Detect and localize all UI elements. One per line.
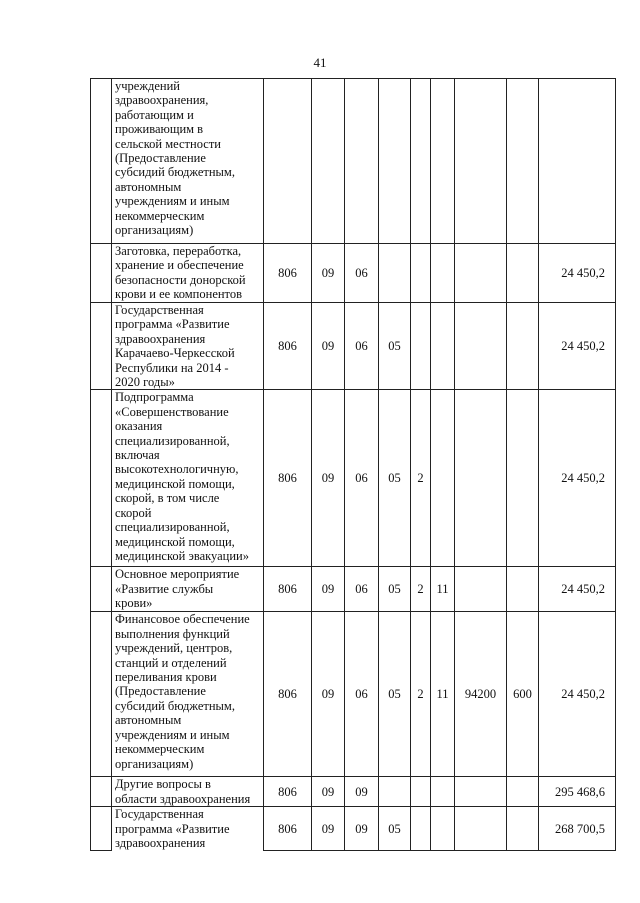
expense-direction-code-cell: 94200 — [455, 612, 507, 777]
amount-cell: 24 450,2 — [539, 612, 616, 777]
row-index-cell — [91, 390, 112, 567]
main-activity-code-cell — [431, 244, 455, 303]
subsection-code-cell: 06 — [345, 567, 379, 612]
amount-cell: 295 468,6 — [539, 777, 616, 807]
main-activity-code-cell — [431, 390, 455, 567]
ministry-code-cell: 806 — [264, 303, 312, 390]
subprogram-code-cell: 2 — [411, 390, 431, 567]
row-index-cell — [91, 79, 112, 244]
main-activity-code-cell — [431, 303, 455, 390]
subprogram-code-cell — [411, 777, 431, 807]
program-code-cell — [379, 79, 411, 244]
ministry-code-cell: 806 — [264, 807, 312, 851]
ministry-code-cell: 806 — [264, 390, 312, 567]
amount-cell: 24 450,2 — [539, 567, 616, 612]
expense-direction-code-cell — [455, 244, 507, 303]
section-code-cell — [312, 79, 345, 244]
section-code-cell: 09 — [312, 807, 345, 851]
program-code-cell: 05 — [379, 390, 411, 567]
table-row — [91, 79, 616, 244]
amount-cell — [539, 79, 616, 244]
expense-type-code-cell — [507, 807, 539, 851]
section-code-cell: 09 — [312, 777, 345, 807]
expense-type-code-cell — [507, 777, 539, 807]
program-code-cell — [379, 244, 411, 303]
program-code-cell: 05 — [379, 567, 411, 612]
table-row — [91, 777, 616, 807]
budget-table — [90, 78, 616, 851]
subsection-code-cell — [345, 79, 379, 244]
item-name-cell: Основное мероприятие «Развитие службы крови» — [112, 567, 264, 612]
ministry-code-cell — [264, 79, 312, 244]
item-name-cell: Другие вопросы в области здравоохранения — [112, 777, 264, 807]
main-activity-code-cell: 11 — [431, 612, 455, 777]
expense-direction-code-cell — [455, 303, 507, 390]
amount-cell: 24 450,2 — [539, 244, 616, 303]
amount-cell: 24 450,2 — [539, 390, 616, 567]
subprogram-code-cell — [411, 79, 431, 244]
subsection-code-cell: 09 — [345, 777, 379, 807]
expense-type-code-cell — [507, 390, 539, 567]
section-code-cell: 09 — [312, 567, 345, 612]
subprogram-code-cell — [411, 303, 431, 390]
item-name-cell: Финансовое обеспечение выполнения функций учреждений, центров, станций и отделений переливания крови (Предоставление субсидий бюджетным, автономным учреждениям и иным некоммерческим организациям) — [112, 612, 264, 777]
section-code-cell: 09 — [312, 612, 345, 777]
expense-type-code-cell — [507, 567, 539, 612]
row-index-cell — [91, 612, 112, 777]
amount-cell: 268 700,5 — [539, 807, 616, 851]
ministry-code-cell: 806 — [264, 612, 312, 777]
expense-type-code-cell — [507, 244, 539, 303]
expense-direction-code-cell — [455, 777, 507, 807]
item-name-cell: Подпрограмма «Совершенствование оказания специализированной, включая высокотехнологичную, медицинской помощи, скорой, в том числе скорой специализированной, медицинской помощи, медицинской эвакуации» — [112, 390, 264, 567]
subprogram-code-cell — [411, 807, 431, 851]
table-row — [91, 567, 616, 612]
subsection-code-cell: 06 — [345, 612, 379, 777]
table-row — [91, 303, 616, 390]
ministry-code-cell: 806 — [264, 567, 312, 612]
main-activity-code-cell: 11 — [431, 567, 455, 612]
table-row — [91, 244, 616, 303]
item-name-cell: учреждений здравоохранения, работающим и проживающим в сельской местности (Предоставление субсидий бюджетным, автономным учреждениям и иным некоммерческим организациям) — [112, 79, 264, 244]
row-index-cell — [91, 244, 112, 303]
section-code-cell: 09 — [312, 390, 345, 567]
section-code-cell: 09 — [312, 244, 345, 303]
row-index-cell — [91, 777, 112, 807]
row-index-cell — [91, 807, 112, 851]
row-index-cell — [91, 567, 112, 612]
program-code-cell: 05 — [379, 807, 411, 851]
ministry-code-cell: 806 — [264, 244, 312, 303]
main-activity-code-cell — [431, 777, 455, 807]
expense-direction-code-cell — [455, 390, 507, 567]
row-index-cell — [91, 303, 112, 390]
expense-direction-code-cell — [455, 79, 507, 244]
main-activity-code-cell — [431, 79, 455, 244]
item-name-cell: Заготовка, переработка, хранение и обеспечение безопасности донорской крови и ее компонентов — [112, 244, 264, 303]
table-row — [91, 612, 616, 777]
program-code-cell: 05 — [379, 303, 411, 390]
table-row — [91, 807, 616, 851]
subsection-code-cell: 06 — [345, 390, 379, 567]
table-row — [91, 390, 616, 567]
subprogram-code-cell: 2 — [411, 612, 431, 777]
item-name-cell: Государственная программа «Развитие здравоохранения — [112, 807, 264, 851]
expense-direction-code-cell — [455, 567, 507, 612]
subprogram-code-cell — [411, 244, 431, 303]
section-code-cell: 09 — [312, 303, 345, 390]
amount-cell: 24 450,2 — [539, 303, 616, 390]
subsection-code-cell: 09 — [345, 807, 379, 851]
expense-type-code-cell — [507, 303, 539, 390]
main-activity-code-cell — [431, 807, 455, 851]
expense-direction-code-cell — [455, 807, 507, 851]
program-code-cell: 05 — [379, 612, 411, 777]
subsection-code-cell: 06 — [345, 303, 379, 390]
item-name-cell: Государственная программа «Развитие здравоохранения Карачаево-Черкесской Республики на 2014 - 2020 годы» — [112, 303, 264, 390]
expense-type-code-cell: 600 — [507, 612, 539, 777]
expense-type-code-cell — [507, 79, 539, 244]
program-code-cell — [379, 777, 411, 807]
subprogram-code-cell: 2 — [411, 567, 431, 612]
subsection-code-cell: 06 — [345, 244, 379, 303]
ministry-code-cell: 806 — [264, 777, 312, 807]
page-number: 41 — [313, 55, 327, 70]
